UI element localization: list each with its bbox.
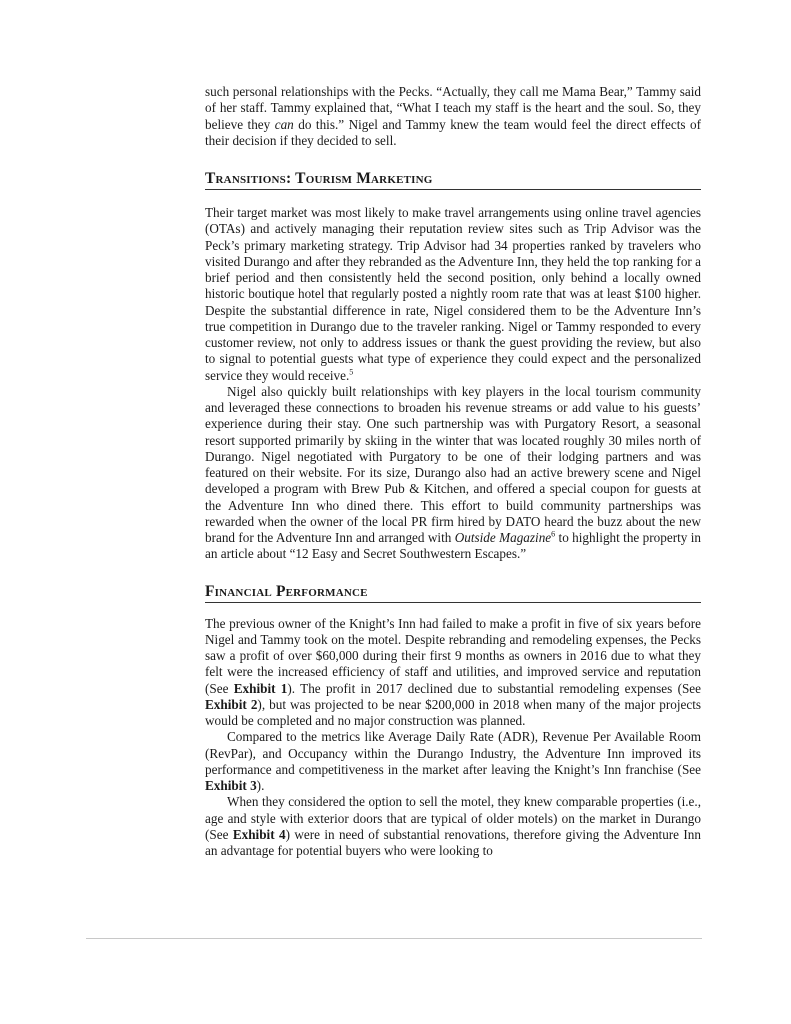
tourism-p1-text: Their target market was most likely to make travel arrangements using online travel agencies (OTAs) and actively managing their reputation review sites such as Trip Advisor was the Peck’s primary marketing strategy. Trip Advisor had 34 properties ranked by travelers who visited Durango and after they rebranded as the Adventure Inn, they held the top ranking for a brief period and then consistently held the second position, only behind a locally owned historic boutique hotel that regularly posted a nightly room rate that was at least $100 higher. Despite the substantial difference in rate, Nigel considered them to be the Adventure Inn’s true competition in Durango due to the traveler ranking. Nigel or Tammy responded to every customer review, not only to address issues or thank the guest providing the review, but also to signal to potential guests what type of experience they could expect and the personalized service they would receive. bbox=[205, 205, 701, 383]
exhibit-4-ref: Exhibit 4 bbox=[232, 826, 286, 842]
intro-text-1: such personal relationships with the Pecks. “Actually, they call me Mama Bear,” Tammy said of her staff. Tammy explained that, “What I teach my staff is the heart and the soul. So, they believe they bbox=[205, 84, 701, 132]
financial-paragraph-2 bbox=[205, 729, 701, 794]
tourism-p2-text-2: to highlight the property in an article about “12 Easy and Secret Southwestern Escapes.” bbox=[205, 530, 701, 562]
exhibit-1-ref: Exhibit 1 bbox=[233, 680, 288, 696]
financial-p3-text-2: ) were in need of substantial renovations, therefore giving the Adventure Inn an advantage for potential buyers who were looking to bbox=[205, 826, 701, 858]
tourism-p2-text-1: Nigel also quickly built relationships with key players in the local tourism community and leveraged these connections to broaden his revenue streams or add value to his guests’ experience during their stay. One such partnership was with Purgatory Resort, a seasonal resort supported primarily by skiing in the winter that was located roughly 30 miles north of Durango. Nigel negotiated with Purgatory to be one of their lodging partners and was featured on their website. For its size, Durango also had an active brewery scene and Nigel developed a program with Brew Pub & Kitchen, and offered a special coupon for guests at the Adventure Inn who dined there. This effort to build community partnerships was rewarded when the owner of the local PR firm hired by DATO heard the buzz about the new brand for the Adventure Inn and arranged with bbox=[205, 383, 701, 545]
footnote-ref-6: 6 bbox=[551, 529, 556, 539]
document-page bbox=[205, 84, 701, 859]
magazine-title: Outside Magazine bbox=[454, 530, 552, 545]
footer-divider bbox=[86, 938, 702, 939]
financial-p1-text-3: ), but was projected to be near $200,000 in 2018 when many of the major projects would be completed and no major construction was planned. bbox=[205, 696, 702, 728]
financial-p3-text-1: When they considered the option to sell the motel, they knew comparable properties (i.e., age and style with exterior doors that are typical of older motels) on the market in Durango (See bbox=[205, 794, 701, 842]
exhibit-2-ref: Exhibit 2 bbox=[205, 696, 258, 712]
financial-p2-text-2: ). bbox=[256, 778, 265, 793]
tourism-paragraph-1 bbox=[205, 205, 701, 384]
section-heading-tourism-marketing: Transitions: Tourism Marketing bbox=[205, 170, 701, 190]
intro-text-2: do this.” Nigel and Tammy knew the team would feel the direct effects of their decision if they decided to sell. bbox=[205, 116, 702, 148]
section-heading-financial-performance: Financial Performance bbox=[205, 583, 701, 603]
financial-p1-text-1: The previous owner of the Knight’s Inn had failed to make a profit in five of six years before Nigel and Tammy took on the motel. Despite rebranding and remodeling expenses, the Pecks saw a profit of over $60,000 during their first 9 months as owners in 2016 due to what they felt were the increased efficiency of staff and utilities, and improved service and reputation (See bbox=[205, 615, 701, 696]
financial-p2-text-1: Compared to the metrics like Average Daily Rate (ADR), Revenue Per Available Room (RevPar), and Occupancy within the Durango Industry, the Adventure Inn improved its performance and competitiveness in the market after leaving the Knight’s Inn franchise (See bbox=[205, 729, 701, 777]
exhibit-3-ref: Exhibit 3 bbox=[205, 778, 257, 793]
financial-p1-text-2: ). The profit in 2017 declined due to substantial remodeling expenses (See bbox=[287, 680, 701, 696]
financial-paragraph-1 bbox=[205, 616, 701, 730]
footnote-ref-5: 5 bbox=[349, 367, 354, 377]
financial-paragraph-3 bbox=[205, 794, 701, 859]
intro-emphasis: can bbox=[274, 116, 294, 132]
tourism-paragraph-2 bbox=[205, 384, 701, 563]
intro-paragraph bbox=[205, 84, 701, 149]
